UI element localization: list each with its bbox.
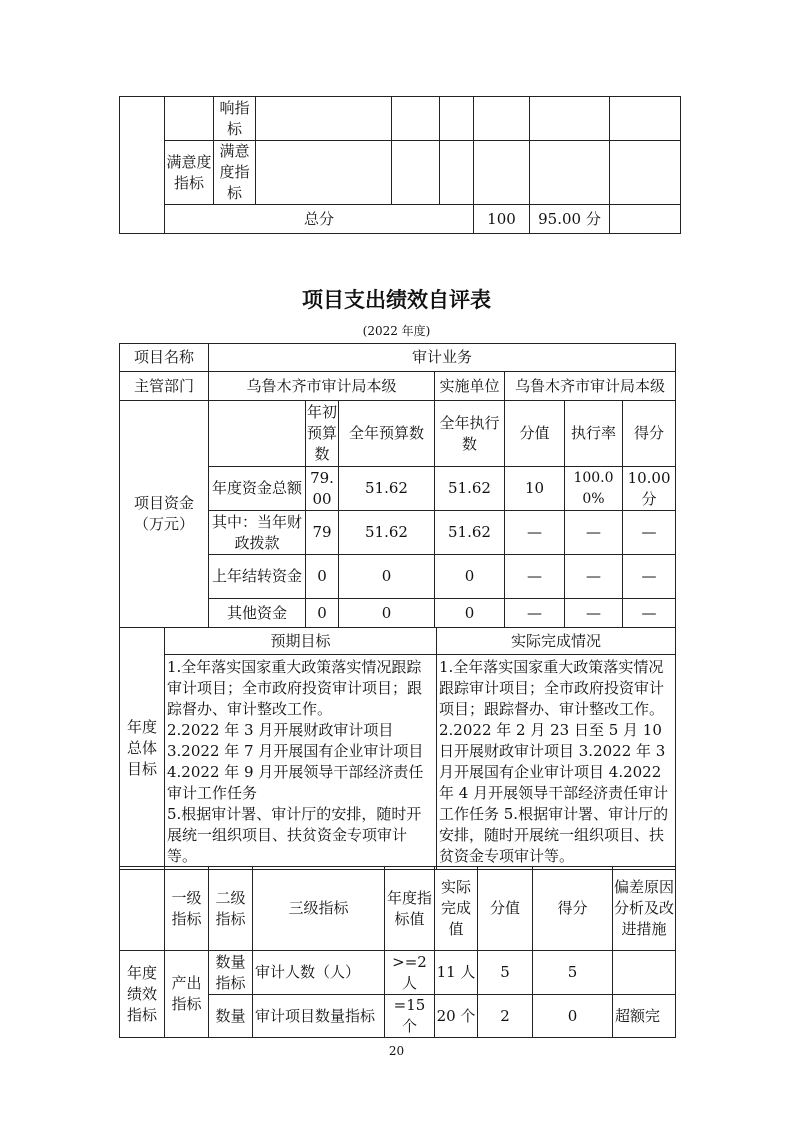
unit-value: 乌鲁木齐市审计局本级 <box>505 372 676 401</box>
funds-cell: 51.62 <box>339 467 435 511</box>
expected-goal-header: 预期目标 <box>165 628 437 655</box>
perf-header: 偏差原因分析及改进措施 <box>613 867 676 951</box>
level3-cell: 响指标 <box>214 97 256 141</box>
funds-cell: 0 <box>435 555 505 599</box>
perf-header: 实际完成值 <box>435 867 478 951</box>
project-name-label: 项目名称 <box>120 344 209 372</box>
goals-label: 年度总体目标 <box>120 628 165 870</box>
funds-cell: 79.00 <box>306 467 339 511</box>
level3-cell: 满意度指标 <box>214 141 256 205</box>
funds-cell: — <box>623 511 676 555</box>
funds-header: 全年预算数 <box>339 401 435 467</box>
perf-label: 年度绩效指标 <box>120 951 165 1038</box>
perf-level1: 产出指标 <box>165 951 209 1038</box>
perf-header: 三级指标 <box>253 867 385 951</box>
funds-row-name: 其他资金 <box>209 599 306 628</box>
perf-note <box>613 951 676 995</box>
total-got: 95.00 分 <box>530 205 610 234</box>
funds-cell: 0 <box>339 555 435 599</box>
funds-cell: 100.00% <box>565 467 623 511</box>
project-funds-table <box>119 343 676 628</box>
perf-actual: 11 人 <box>435 951 478 995</box>
funds-cell: 79 <box>306 511 339 555</box>
funds-row-name: 年度资金总额 <box>209 467 306 511</box>
perf-level2: 数量指标 <box>209 951 253 995</box>
funds-cell: — <box>565 555 623 599</box>
perf-header: 分值 <box>478 867 533 951</box>
perf-header: 年度指标值 <box>385 867 435 951</box>
funds-cell: 0 <box>306 555 339 599</box>
perf-level2: 数量 <box>209 995 253 1038</box>
total-label: 总分 <box>165 205 474 234</box>
performance-table <box>119 866 676 1038</box>
perf-actual: 20 个 <box>435 995 478 1038</box>
actual-result-text: 1.全年落实国家重大政策落实情况跟踪审计项目；全市政府投资审计项目；跟踪督办、审计整改工作。 2.2022 年 2 月 23 日至 5 月 10 日开展财政审计项目 3.2022 年 3 月开展国有企业审计项目 4.2022 年 4 月开展领导干部经济责任审计工作任务 5.根据审计署、审计厅的安排，随时开展统一组织项目、扶贫资金专项审计等。 <box>437 655 676 870</box>
blank-cell <box>165 97 214 141</box>
perf-note: 超额完 <box>613 995 676 1038</box>
funds-cell: — <box>565 511 623 555</box>
dept-label: 主管部门 <box>120 372 209 401</box>
funds-cell: 51.62 <box>435 467 505 511</box>
funds-header: 全年执行数 <box>435 401 505 467</box>
perf-level3: 审计项目数量指标 <box>253 995 385 1038</box>
funds-cell: — <box>505 511 565 555</box>
actual-result-header: 实际完成情况 <box>437 628 676 655</box>
expected-goal-text: 1.全年落实国家重大政策落实情况跟踪审计项目；全市政府投资审计项目；跟踪督办、审计整改工作。 2.2022 年 3 月开展财政审计项目 3.2022 年 7 月开展国有企业审计项目 4.2022 年 9 月开展领导干部经济责任审计工作任务 5.根据审计署、审计厅的安排，随时开展统一组织项目、扶贫资金专项审计等。 <box>165 655 437 870</box>
funds-cell: — <box>623 599 676 628</box>
perf-level3: 审计人数（人） <box>253 951 385 995</box>
project-name-value: 审计业务 <box>209 344 676 372</box>
perf-header: 一级指标 <box>165 867 209 951</box>
funds-cell: — <box>623 555 676 599</box>
page-subtitle: (2022 年度) <box>362 324 431 338</box>
funds-header: 得分 <box>623 401 676 467</box>
funds-cell: 10 <box>505 467 565 511</box>
perf-target: >=2 人 <box>385 951 435 995</box>
goals-table <box>119 627 676 870</box>
funds-header: 执行率 <box>565 401 623 467</box>
perf-got: 5 <box>533 951 613 995</box>
perf-header: 得分 <box>533 867 613 951</box>
perf-score: 5 <box>478 951 533 995</box>
funds-cell: — <box>505 555 565 599</box>
funds-cell: 0 <box>435 599 505 628</box>
funds-cell: 0 <box>306 599 339 628</box>
funds-cell: 0 <box>339 599 435 628</box>
funds-header: 年初预算数 <box>306 401 339 467</box>
top-score-table <box>119 96 681 234</box>
perf-got: 0 <box>533 995 613 1038</box>
page-number: 20 <box>388 1044 405 1058</box>
funds-cell: 51.62 <box>339 511 435 555</box>
perf-target: =15 个 <box>385 995 435 1038</box>
perf-score: 2 <box>478 995 533 1038</box>
funds-row-name: 上年结转资金 <box>209 555 306 599</box>
page-title: 项目支出绩效自评表 <box>302 288 491 312</box>
funds-row-name: 其中：当年财政拨款 <box>209 511 306 555</box>
funds-cell: 51.62 <box>435 511 505 555</box>
funds-header: 分值 <box>505 401 565 467</box>
unit-label: 实施单位 <box>435 372 505 401</box>
funds-label: 项目资金（万元） <box>120 401 209 628</box>
perf-header: 二级指标 <box>209 867 253 951</box>
level2-cell: 满意度指标 <box>165 141 214 205</box>
total-score: 100 <box>474 205 530 234</box>
funds-cell: — <box>565 599 623 628</box>
funds-cell: — <box>505 599 565 628</box>
blank-cell <box>120 97 165 234</box>
dept-value: 乌鲁木齐市审计局本级 <box>209 372 435 401</box>
funds-cell: 10.00 分 <box>623 467 676 511</box>
